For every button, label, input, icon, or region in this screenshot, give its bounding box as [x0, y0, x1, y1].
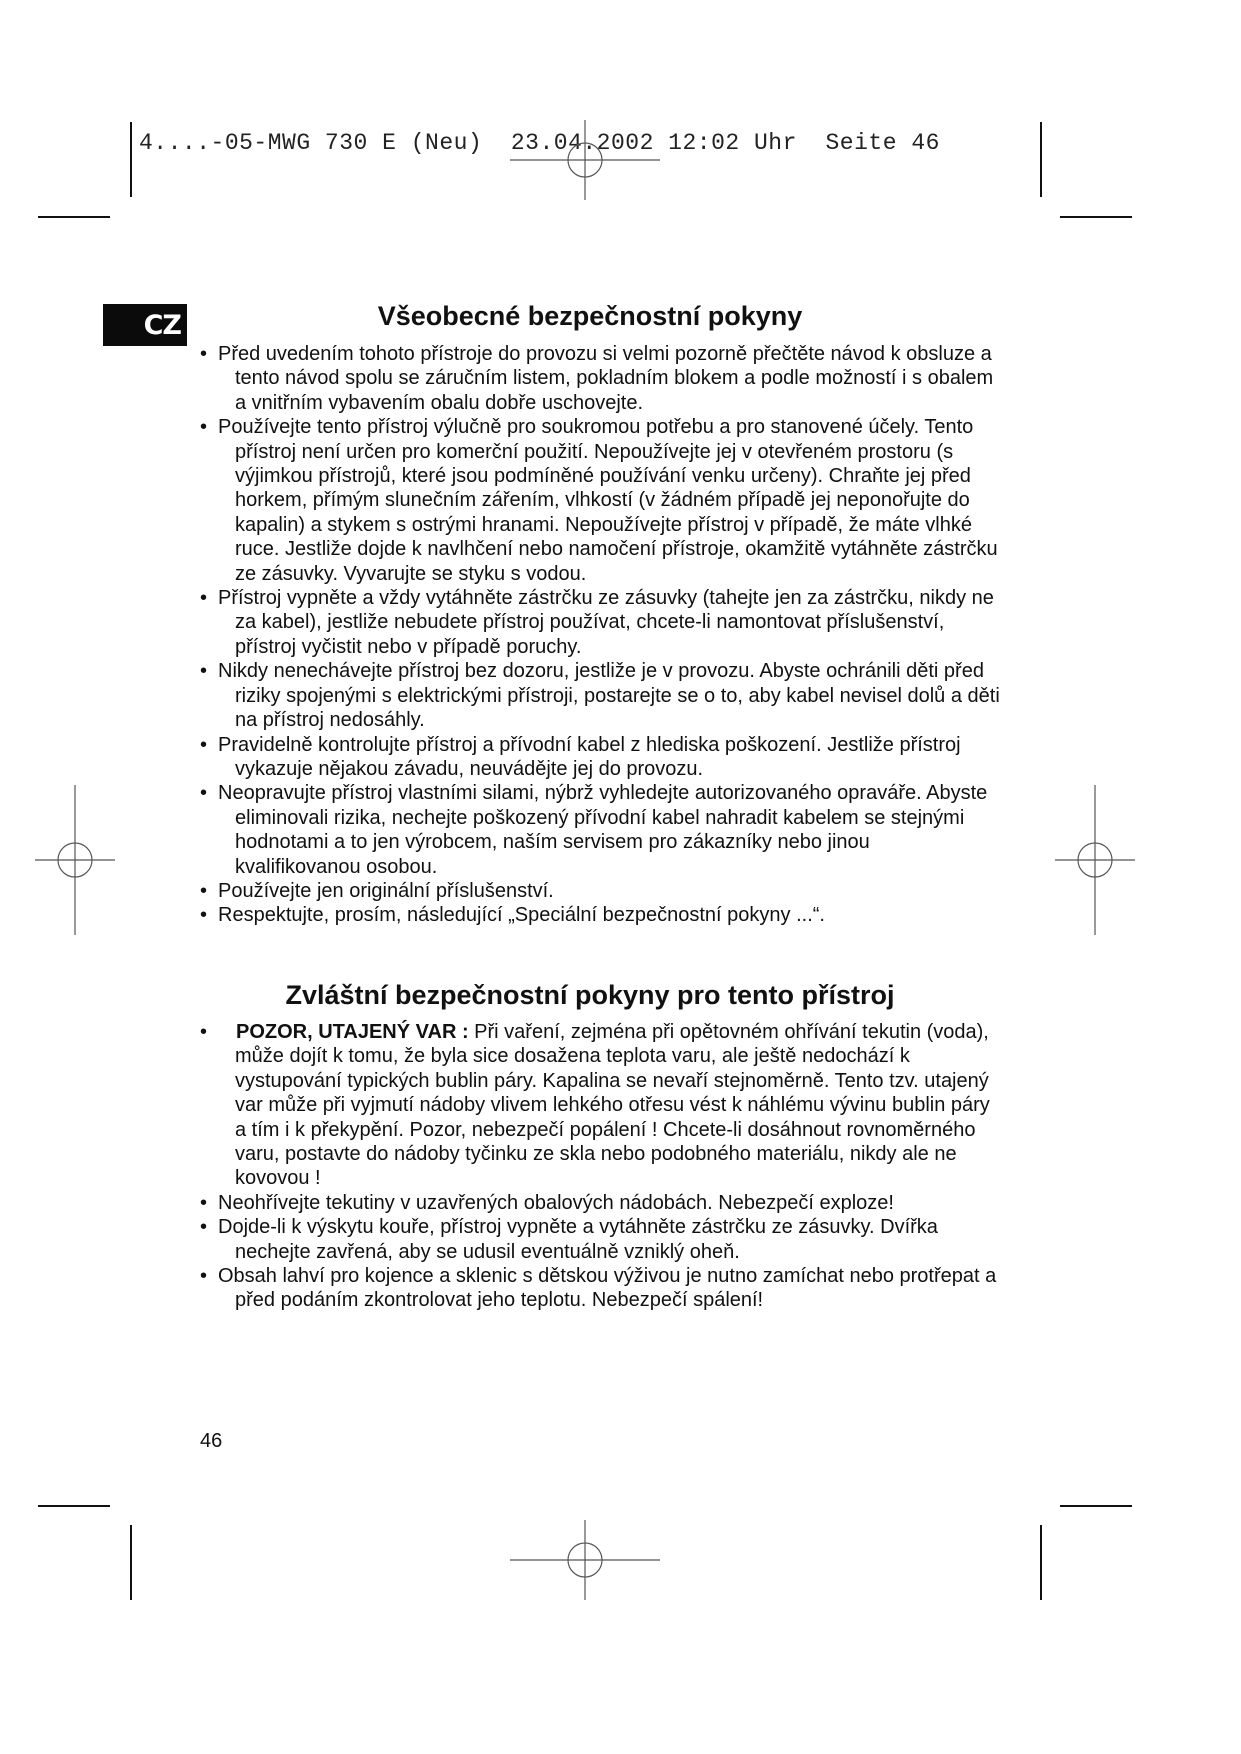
special-safety-list [200, 1020, 1000, 1313]
language-tab: CZ [103, 304, 187, 346]
registration-mark-left [35, 785, 115, 935]
general-safety-list [200, 342, 1000, 928]
crop-mark-bottom-right-vertical [1040, 1525, 1042, 1600]
list-item: • Používejte jen originální příslušenství. [200, 879, 1000, 903]
crop-mark-bottom-right-horizontal [1060, 1505, 1132, 1507]
crop-mark-top-right-vertical [1040, 122, 1042, 197]
list-item: • Neohřívejte tekutiny v uzavřených obalových nádobách. Nebezpečí exploze! [200, 1191, 1000, 1215]
crop-mark-bottom-left-vertical [130, 1525, 132, 1600]
section-title-special-safety: Zvláštní bezpečnostní pokyny pro tento přístroj [285, 980, 895, 1010]
crop-mark-top-right-horizontal [1060, 216, 1132, 218]
list-item: • Nikdy nenechávejte přístroj bez dozoru, jestliže je v provozu. Abyste ochránili děti před riziky spojenými s elektrickými přístroji, postarejte se o to, aby kabel nevisel dolů a děti na přístroj nedosáhly. [200, 659, 1000, 732]
crop-mark-top-left-vertical [130, 122, 132, 197]
crop-mark-top-left-horizontal [38, 216, 110, 218]
warning-text: Při vaření, zejména při opětovném ohřívání tekutin (voda), může dojít k tomu, že byla sice dosažena teplota varu, ale ještě nedochází k vystupování typických bublin páry. Kapalina se nevaří stejnoměrně. Tento tzv. utajený var může při vyjmutí nádoby vlivem lehkého otřesu vést k náhlému vývinu bublin páry a tím i k překypění. Pozor, nebezpečí popálení ! Chcete-li dosáhnout rovnoměrného varu, postavte do nádoby tyčinku ze skla nebo podobného materiálu, nikdy ale ne kovovou ! [235, 1021, 990, 1190]
list-item: • Dojde-li k výskytu kouře, přístroj vypněte a vytáhněte zástrčku ze zásuvky. Dvířka nechejte zavřená, aby se udusil eventuálně vzniklý oheň. [200, 1215, 1000, 1264]
list-item: • Používejte tento přístroj výlučně pro soukromou potřebu a pro stanovené účely. Tento přístroj není určen pro komerční použití. Nepoužívejte jej v otevřeném prostoru (s výjimkou přístrojů, které jsou podmíněné používání venku určeny). Chraňte jej před horkem, přímým slunečním zářením, vlhkostí (v žádném případě jej neponořujte do kapalin) a stykem s ostrými hranami. Nepoužívejte přístroj v případě, že máte vlhké ruce. Jestliže dojde k navlhčení nebo namočení přístroje, okamžitě vytáhněte zástrčku ze zásuvky. Vyvarujte se styku s vodou. [200, 415, 1000, 586]
list-item: • Neopravujte přístroj vlastními silami, nýbrž vyhledejte autorizovaného opraváře. Abyste eliminovali rizika, nechejte poškozený přívodní kabel nahradit kabelem se stejnými hodnotami a to jen výrobcem, naším servisem pro zákazníky nebo jinou kvalifikovanou osobou. [200, 781, 1000, 879]
list-item: • Respektujte, prosím, následující „Speciální bezpečnostní pokyny ...“. [200, 903, 1000, 927]
list-item: • Před uvedením tohoto přístroje do provozu si velmi pozorně přečtěte návod k obsluze a tento návod spolu se záručním listem, pokladním blokem a podle možností i s obalem a vnitřním vybavením obalu dobře uschovejte. [200, 342, 1000, 415]
list-item: • Obsah lahví pro kojence a sklenic s dětskou výživou je nutno zamíchat nebo protřepat a před podáním zkontrolovat jeho teplotu. Nebezpečí spálení! [200, 1264, 1000, 1313]
list-item: • Přístroj vypněte a vždy vytáhněte zástrčku ze zásuvky (tahejte jen za zástrčku, nikdy ne za kabel), jestliže nebudete přístroj používat, chcete-li namontovat příslušenství, přístroj vyčistit nebo v případě poruchy. [200, 586, 1000, 659]
registration-mark-bottom [510, 1520, 660, 1600]
registration-mark-top [510, 120, 660, 200]
print-slug: 4....-05-MWG 730 E (Neu) 23.04.2002 12:02 Uhr Seite 46 [139, 130, 940, 156]
warning-label: POZOR, UTAJENÝ VAR : [236, 1021, 469, 1043]
crop-mark-bottom-left-horizontal [38, 1505, 110, 1507]
list-item: • Pravidelně kontrolujte přístroj a přívodní kabel z hlediska poškození. Jestliže přístroj vykazuje nějakou závadu, neuvádějte jej do provozu. [200, 733, 1000, 782]
registration-mark-right [1055, 785, 1135, 935]
list-item-warning [200, 1020, 1000, 1191]
section-title-general-safety: Všeobecné bezpečnostní pokyny [377, 301, 803, 331]
page-number: 46 [200, 1430, 223, 1452]
